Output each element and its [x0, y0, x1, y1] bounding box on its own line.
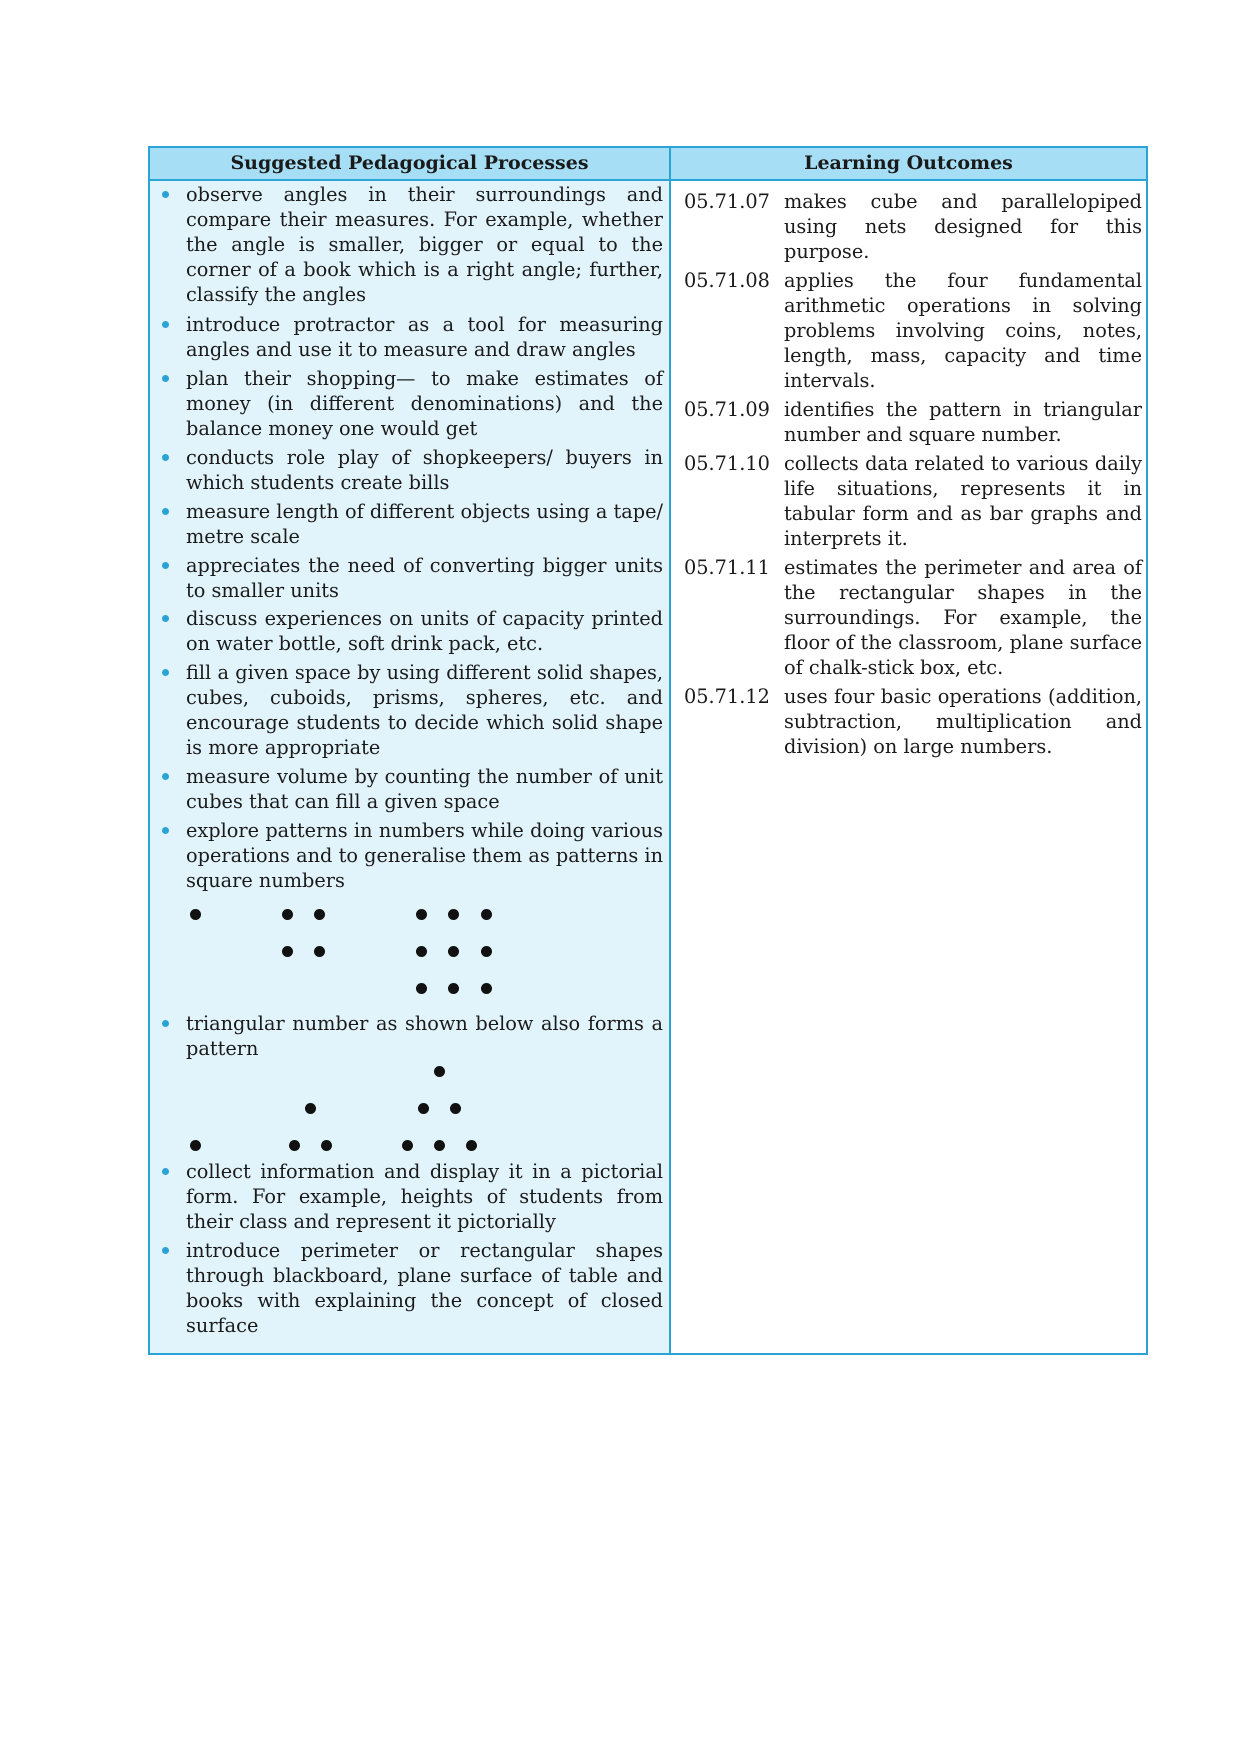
process-item [186, 553, 663, 603]
column-divider [669, 148, 671, 1353]
outcome-item [684, 189, 1142, 264]
bullet-icon [162, 562, 169, 569]
bullet-icon [162, 321, 169, 328]
process-text: fill a given space by using different solid shapes, cubes, cuboids, prisms, spheres, etc. and encourage students to decide which solid shape is more appropriate [186, 661, 663, 759]
process-text: measure length of different objects using a tape/ metre scale [186, 500, 663, 548]
process-item [186, 606, 663, 656]
pattern-dot [190, 909, 201, 920]
process-text: appreciates the need of converting bigger units to smaller units [186, 554, 663, 602]
process-text: conducts role play of shopkeepers/ buyers in which students create bills [186, 446, 663, 494]
outcome-text: uses four basic operations (addition, subtraction, multiplication and division) on large numbers. [784, 685, 1142, 758]
process-item [186, 366, 663, 441]
outcome-text: applies the four fundamental arithmetic operations in solving problems involving coins, notes, length, mass, capacity and time intervals. [784, 269, 1142, 392]
process-text: collect information and display it in a pictorial form. For example, heights of students from their class and represent it pictorially [186, 1160, 663, 1233]
outcomes-header: Learning Outcomes [804, 152, 1013, 174]
pattern-dot [416, 946, 427, 957]
pattern-dot [434, 1066, 445, 1077]
pattern-dot [190, 1140, 201, 1151]
pattern-dot [282, 946, 293, 957]
bullet-icon [162, 191, 169, 198]
process-item [186, 182, 663, 307]
outcome-item [684, 451, 1142, 551]
process-item [186, 1238, 663, 1338]
pattern-dot [448, 909, 459, 920]
pattern-dot [450, 1103, 461, 1114]
pattern-dot [466, 1140, 477, 1151]
process-text: introduce perimeter or rectangular shapes through blackboard, plane surface of table and books with explaining the concept of closed surface [186, 1239, 663, 1337]
bullet-icon [162, 827, 169, 834]
bullet-icon [162, 615, 169, 622]
pattern-dot [321, 1140, 332, 1151]
bullet-icon [162, 508, 169, 515]
outcome-item [684, 555, 1142, 680]
process-text: measure volume by counting the number of unit cubes that can fill a given space [186, 765, 663, 813]
outcome-text: collects data related to various daily life situations, represents it in tabular form and as bar graphs and interprets it. [784, 452, 1142, 550]
process-text: discuss experiences on units of capacity printed on water bottle, soft drink pack, etc. [186, 607, 663, 655]
outcome-item [684, 268, 1142, 393]
outcome-item [684, 684, 1142, 759]
pattern-dot [416, 983, 427, 994]
pattern-dot [481, 983, 492, 994]
outcome-code: 05.71.11 [684, 556, 770, 579]
outcome-code: 05.71.12 [684, 685, 770, 708]
process-item [186, 1011, 663, 1061]
process-text: plan their shopping— to make estimates of money (in different denominations) and the balance money one would get [186, 367, 663, 440]
outcome-text: identifies the pattern in triangular number and square number. [784, 398, 1142, 446]
curriculum-table [148, 146, 1148, 1355]
outcome-code: 05.71.09 [684, 398, 770, 421]
bullet-icon [162, 454, 169, 461]
pattern-dot [481, 909, 492, 920]
outcome-item [684, 397, 1142, 447]
pattern-dot [314, 909, 325, 920]
process-item [186, 818, 663, 893]
bullet-icon [162, 375, 169, 382]
pattern-dot [289, 1140, 300, 1151]
bullet-icon [162, 1247, 169, 1254]
process-text: observe angles in their surroundings and compare their measures. For example, whether the angle is smaller, bigger or equal to the corner of a book which is a right angle; further, classify the angles [186, 183, 663, 306]
process-text: triangular number as shown below also forms a pattern [186, 1012, 663, 1060]
pattern-dot [448, 983, 459, 994]
pattern-dot [418, 1103, 429, 1114]
process-item [186, 445, 663, 495]
pattern-dot [305, 1103, 316, 1114]
table-header [150, 148, 1146, 181]
bullet-icon [162, 669, 169, 676]
bullet-icon [162, 1020, 169, 1027]
outcome-text: makes cube and parallelopiped using nets designed for this purpose. [784, 190, 1142, 263]
bullet-icon [162, 1168, 169, 1175]
process-item [186, 660, 663, 760]
bullet-icon [162, 773, 169, 780]
pattern-dot [434, 1140, 445, 1151]
pattern-dot [282, 909, 293, 920]
outcome-code: 05.71.07 [684, 190, 770, 213]
outcome-code: 05.71.10 [684, 452, 770, 475]
pattern-dot [402, 1140, 413, 1151]
processes-header: Suggested Pedagogical Processes [230, 152, 589, 174]
process-text: introduce protractor as a tool for measuring angles and use it to measure and draw angles [186, 313, 663, 361]
process-item [186, 312, 663, 362]
pattern-dot [481, 946, 492, 957]
process-item [186, 1159, 663, 1234]
outcome-code: 05.71.08 [684, 269, 770, 292]
outcome-text: estimates the perimeter and area of the rectangular shapes in the surroundings. For example, the floor of the classroom, plane surface of chalk-stick box, etc. [784, 556, 1142, 679]
process-text: explore patterns in numbers while doing various operations and to generalise them as patterns in square numbers [186, 819, 663, 892]
pattern-dot [416, 909, 427, 920]
pattern-dot [448, 946, 459, 957]
process-item [186, 764, 663, 814]
process-item [186, 499, 663, 549]
pattern-dot [314, 946, 325, 957]
